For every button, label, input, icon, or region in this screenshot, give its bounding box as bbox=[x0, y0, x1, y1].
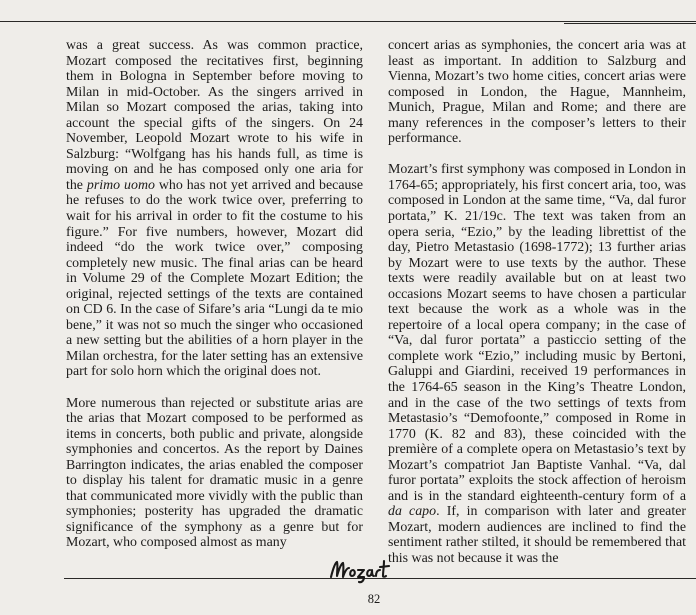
header-rule-secondary bbox=[564, 23, 696, 24]
logo-text bbox=[328, 556, 392, 557]
left-p1-italic: primo uomo bbox=[86, 177, 155, 193]
right-paragraph-2 bbox=[388, 162, 686, 566]
right-p2-text-a: Mozart’s first symphony was composed in London in 1764-65; appropriately, his first concert aria, too, was composed in London at the same time, “Va, dal furor portata,” K. 21/19c. The text was taken from an opera seria, “Ezio,” by the leading librettist of the day, Pietro Metastasio (1698-1772); 13 further arias by Mozart were to use texts by the author. These texts were readily available but on at least two occasions Mozart seems to have chosen a particular text because the work as a whole was in the repertoire of a local opera company; in the case of “Va, dal furor portata” a pasticcio setting of the complete work “Ezio,” including music by Bertoni, Galuppi and Giardini, received 19 performances in the 1764-65 season in the King’s Theatre London, and in the case of the two settings of texts from Metastasio’s “Demofoonte,” composed in Rome in 1770 (K. 82 and 83), these coincided with the première of a complete opera on Metastasio’s text by Mozart’s compatriot Jan Baptiste Vanhal. “Va, dal furor portata” exploits the stock affection of heroism and is in the standard eighteenth-century form of a bbox=[388, 162, 686, 504]
left-column bbox=[66, 38, 363, 551]
right-p2-text-b: . If, in comparison with later and greater Mozart, modern audiences are inclined to find the sentiment rather stilted, it should be remembered that this was not because it was the bbox=[388, 504, 686, 566]
right-paragraph-1: concert arias as symphonies, the concert aria was at least as important. In addition to Salzburg and Vienna, Mozart’s two home cities, concert arias were composed in London, the Hague, Mannheim, Munich, Prague, Milan and Rome; and there are many references in the composer’s letters to their performance. bbox=[388, 38, 686, 147]
left-paragraph-2: More numerous than rejected or substitute arias are the arias that Mozart composed to be performed as items in concerts, both public and private, alongside symphonies and concertos. As the report by Daines Barrington indicates, the arias enabled the composer to display his talent for dramatic music in a genre that communicated more vividly with the public than symphonies; posterity has upgraded the dramatic significance of the symphony as a genre but for Mozart, who composed almost as many bbox=[66, 395, 363, 551]
left-p1-text-b: who has not yet arrived and because he refuses to do the work twice over, preferring to wait for his arrival in order to fit the costume to his figure.” For five numbers, however, Mozart did indeed “do the work twice over,” composing completely new music. The final arias can be heard in Volume 29 of the Complete Mozart Edition; the original, rejected settings of the texts are contained on CD 6. In the case of Sifare’s aria “Lungi da te mio bene,” it was not so much the singer who occasioned a new setting but the abilities of a horn player in the Milan orchestra, for the later setting has an extensive part for solo horn which the original does not. bbox=[66, 177, 364, 380]
right-column bbox=[388, 38, 686, 567]
right-p2-italic: da capo bbox=[388, 504, 437, 520]
header-rule bbox=[0, 21, 696, 22]
mozart-signature-logo bbox=[328, 556, 392, 584]
page-number: 82 bbox=[367, 592, 381, 606]
left-p1-text-a: was a great success. As was common practice, Mozart composed the recitatives first, beginning them in Bologna in September before moving to Milan in mid-October. As the singers arrived in Milan so Mozart composed the arias, taking into account the special gifts of the singers. On 24 November, Leopold Mozart wrote to his wife in Salzburg: “Wolfgang has his hands full, as time is moving on and he has composed only one aria for the bbox=[66, 38, 363, 193]
left-paragraph-1 bbox=[66, 38, 363, 380]
